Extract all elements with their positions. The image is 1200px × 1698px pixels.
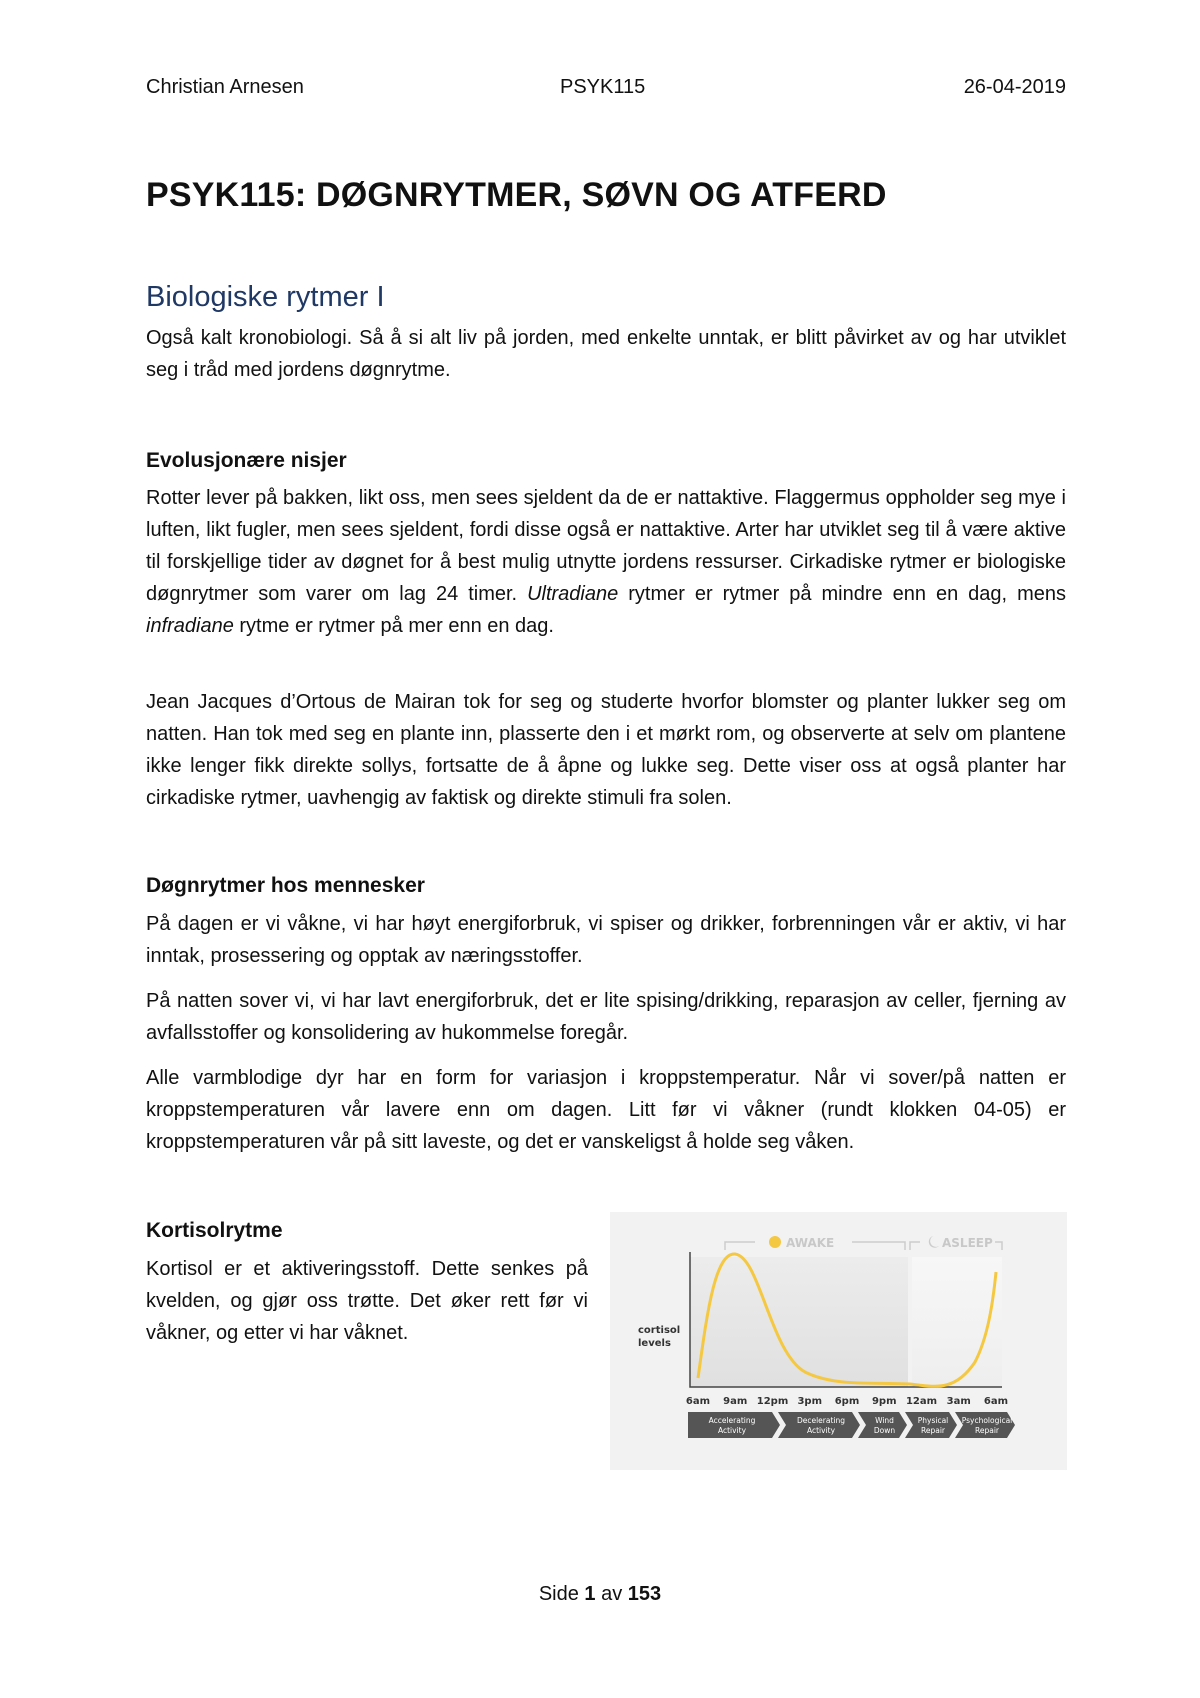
paragraph-nattaktive [146,482,1066,642]
footer-middle: av [601,1583,623,1605]
document-title: PSYK115: DØGNRYTMER, SØVN OG ATFERD [146,176,887,214]
footer-page-number: 1 [584,1583,596,1605]
time-label: 3pm [797,1396,823,1407]
paragraph-text: rytme er rytmer på mer enn en dag. [233,615,554,637]
paragraph-kroppstemperatur: Alle varmblodige dyr har en form for variasjon i kroppstemperatur. Når vi sover/på natten er kroppstemperaturen vår lavere enn om dagen. Litt før vi våkner (rundt klokken 04-05) er kroppstemperaturen vår på sitt laveste, og det er vanskeligst å holde seg våken. [146,1067,1066,1153]
header-date: 26-04-2019 [963,76,1066,98]
phase-label: Psychological [961,1416,1013,1425]
heading-biologiske-rytmer: Biologiske rytmer I [146,281,385,313]
phase-label: Activity [717,1426,747,1435]
footer-prefix: Side [538,1583,579,1605]
phase-label: Down [873,1426,896,1435]
time-label: 6pm [834,1396,860,1407]
moon-icon [929,1236,939,1248]
phase-label: Repair [974,1426,1000,1435]
emphasis-infradiane: infradiane [146,615,234,637]
asleep-bracket [910,1236,1002,1250]
heading-evolusjonaere-nisjer: Evolusjonære nisjer [146,449,347,472]
header-course: PSYK115 [560,76,646,98]
time-label: 12am [905,1396,938,1407]
paragraph-dagen: På dagen er vi våkne, vi har høyt energiforbruk, vi spiser og drikker, forbrenningen vår er aktiv, vi har inntak, prosessering og opptak av næringsstoffer. [146,913,1066,967]
time-label: 3am [946,1396,971,1407]
paragraph-natten: På natten sover vi, vi har lavt energiforbruk, det er lite spising/drikking, reparasjon av celler, fjerning av avfallsstoffer og konsolidering av hukommelse foregår. [146,990,1066,1044]
phase-label: Physical [917,1416,949,1425]
paragraph-text: rytmer er rytmer på mindre enn en dag, mens [618,583,1066,605]
phase-chevrons [688,1412,1015,1438]
phase-label: Repair [920,1426,946,1435]
paragraph-kortisol: Kortisol er et aktiveringsstoff. Dette senkes på kvelden, og gjør oss trøtte. Det øker rett før vi våkner, og etter vi har våknet. [146,1258,588,1344]
time-label: 9pm [871,1396,897,1407]
awake-label: AWAKE [786,1236,835,1250]
emphasis-ultradiane: Ultradiane [527,583,619,605]
y-axis-label-line1: cortisol [638,1325,681,1336]
time-label: 6am [685,1396,711,1407]
time-label: 6am [983,1396,1009,1407]
time-label: 9am [723,1396,748,1407]
cortisol-rhythm-figure [610,1212,1067,1470]
sun-icon [769,1236,781,1248]
phase-label: Accelerating [708,1416,756,1425]
cortisol-chart [610,1212,1067,1470]
time-axis-labels [686,1396,1008,1407]
paragraph-de-mairan: Jean Jacques d’Ortous de Mairan tok for seg og studerte hvorfor blomster og planter lukker seg om natten. Han tok med seg en plante inn, plasserte den i et mørkt rom, og observerte at selv om plantene ikke lenger fikk direkte sollys, fortsatte de å åpne og lukke seg. Dette viser oss at også planter har cirkadiske rytmer, uavhengig av faktisk og direkte stimuli fra solen. [146,691,1066,809]
paragraph-kronobiologi: Også kalt kronobiologi. Så å si alt liv på jorden, med enkelte unntak, er blitt påvirket av og har utviklet seg i tråd med jordens døgnrytme. [146,327,1066,381]
asleep-label: ASLEEP [942,1236,993,1250]
heading-kortisolrytme: Kortisolrytme [146,1219,283,1242]
page-footer [0,1583,1200,1606]
awake-bracket [725,1236,905,1250]
phase-label: Wind [875,1416,894,1425]
heading-dognrytmer-hos-mennesker: Døgnrytmer hos mennesker [146,874,425,897]
phase-label: Decelerating [796,1416,846,1425]
paragraph-text: Rotter lever på bakken, likt oss, men sees sjeldent da de er nattaktive. Flaggermus oppholder seg mye i luften, likt fugler, men sees sjeldent, fordi disse også er nattaktive. Arter har utviklet seg til å være aktive til forskjellige tider av døgnet for å best mulig utnytte jordens ressurser. Cirkadiske rytmer er biologiske døgnrytmer som varer om lag 24 timer. [146,487,1066,605]
y-axis-label-line2: levels [638,1338,671,1349]
footer-total-pages: 153 [627,1583,662,1605]
phase-label: Activity [806,1426,836,1435]
header-author: Christian Arnesen [146,76,304,98]
time-label: 12pm [756,1396,789,1407]
